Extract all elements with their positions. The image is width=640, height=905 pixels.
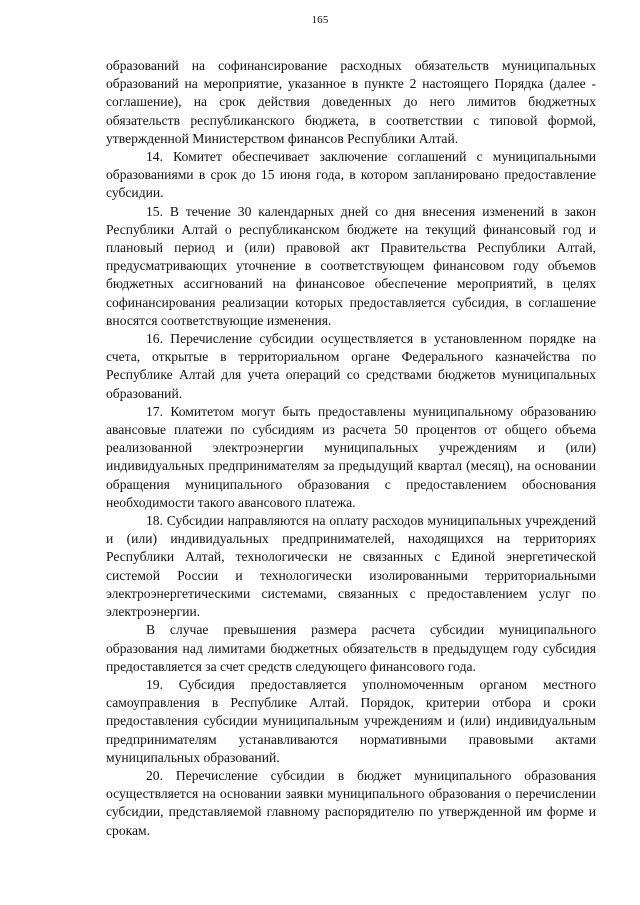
paragraph-18: 18. Субсидии направляются на оплату расходов муниципальных учреждений и (или) индивидуальных предпринимателей, находящихся на территориях Республики Алтай, технологически не связанных с Единой энергетической системой России и технологически изолированными территориальными электроэнергетическими системами, связанных с предоставлением услуг по электроэнергии. (106, 513, 596, 620)
paragraph-continuation: образований на софинансирование расходных обязательств муниципальных образований на мероприятие, указанное в пункте 2 настоящего Порядка (далее - соглашение), на срок действия доведенных до него лимитов бюджетных обязательств республиканского бюджета, в соответствии с типовой формой, утвержденной Министерством финансов Республики Алтай. (106, 58, 596, 146)
paragraph-20: 20. Перечисление субсидии в бюджет муниципального образования осуществляется на основании заявки муниципального образования о перечислении субсидии, представляемой главному распорядителю по утвержденной им форме и срокам. (106, 767, 596, 838)
document-body (106, 57, 596, 840)
paragraph-15: 15. В течение 30 календарных дней со дня внесения изменений в закон Республики Алтай о республиканском бюджете на текущий финансовый год и плановый период и (или) правовой акт Правительства Республики Алтай, предусматривающих уточнение в соответствующем финансовом году объемов бюджетных ассигнований на финансовое обеспечение мероприятий, в целях софинансирования реализации которых предоставляется субсидия, в соглашение вносятся соответствующие изменения. (106, 203, 596, 328)
page-number: 165 (311, 14, 329, 26)
paragraph-19: 19. Субсидия предоставляется уполномоченным органом местного самоуправления в Республике Алтай. Порядок, критерии отбора и сроки предоставления субсидии муниципальным учреждениям и (или) индивидуальным предпринимателям устанавливаются нормативными правовыми актами муниципальных образований. (106, 676, 596, 765)
paragraph-16: 16. Перечисление субсидии осуществляется в установленном порядке на счета, открытые в территориальном органе Федерального казначейства по Республике Алтай для учета операций со средствами бюджетов муниципальных образований. (106, 331, 596, 401)
paragraph-17: 17. Комитетом могут быть предоставлены муниципальному образованию авансовые платежи по субсидиям из расчета 50 процентов от общего объема реализованной электроэнергии муниципальных учреждениям и (или) индивидуальных предпринимателям за предыдущий квартал (месяц), на основании обращения муниципального образования с предоставлением обоснования необходимости такого авансового платежа. (106, 403, 596, 510)
paragraph-14: 14. Комитет обеспечивает заключение соглашений с муниципальными образованиями в срок до 15 июня года, в котором запланировано предоставление субсидии. (106, 149, 596, 201)
paragraph-18-excess: В случае превышения размера расчета субсидии муниципального образования над лимитами бюджетных обязательств в предыдущем году субсидия предоставляется за счет средств следующего финансового года. (106, 622, 596, 674)
